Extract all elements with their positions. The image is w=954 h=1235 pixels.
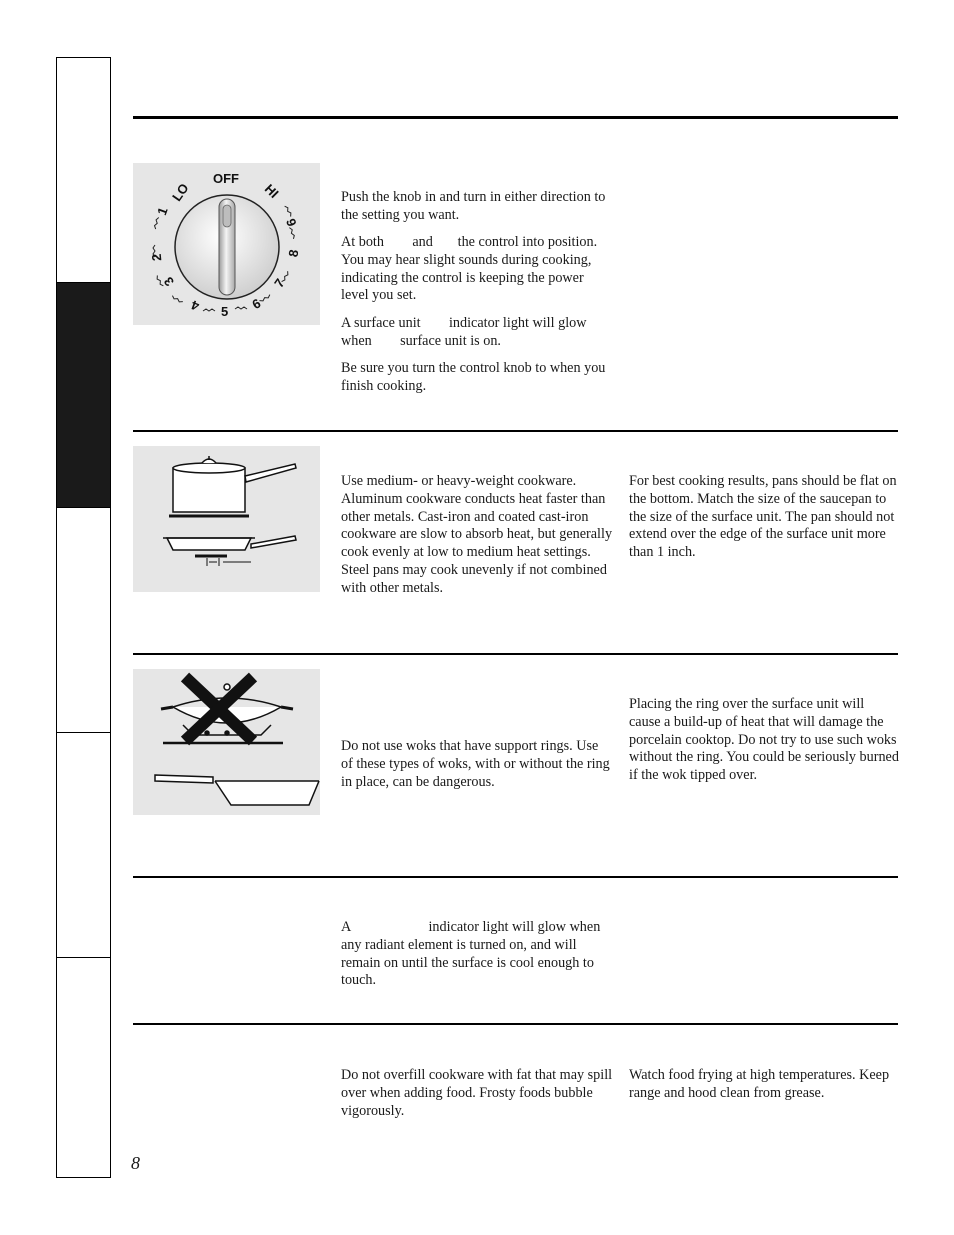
- indicator-light-text: [341, 919, 613, 1000]
- top-rule: [133, 116, 898, 119]
- cookware-text-right: [629, 473, 899, 571]
- wok-text-left: [341, 738, 613, 801]
- section-divider: [133, 430, 898, 432]
- knob-lo-label: LO: [169, 180, 192, 204]
- paragraph: Be sure you turn the control knob to when you finish cooking.: [341, 359, 606, 394]
- paragraph: Do not overfill cookware with fat that may spill over when adding food. Frosty foods bubble vigorously.: [341, 1067, 613, 1119]
- tab-3: [57, 507, 110, 732]
- wok-text-right: [629, 696, 899, 794]
- paragraph: At both and the control into position. You may hear slight sounds during cooking, indicating the control is keeping the power level you set.: [341, 234, 601, 304]
- knob-number: 8: [285, 248, 302, 259]
- paragraph: Watch food frying at high temperatures. Keep range and hood clean from grease.: [629, 1067, 890, 1101]
- knob-instructions: [341, 189, 613, 405]
- section-tab-strip: [56, 57, 111, 1178]
- knob-number: 5: [221, 304, 229, 319]
- wok-drawing: [133, 669, 320, 815]
- frying-text-right: [629, 1067, 899, 1112]
- knob-drawing: [133, 163, 320, 325]
- tab-2-active: [57, 282, 110, 507]
- cookware-text-left: [341, 473, 613, 607]
- knob-number: 1: [154, 205, 171, 218]
- wok-illustration: [133, 669, 320, 815]
- knob-number: 9: [283, 216, 300, 229]
- paragraph: For best cooking results, pans should be flat on the bottom. Match the size of the saucepan to the size of the surface unit. The pan should not extend over the edge of the surface unit more than 1 inch.: [629, 473, 897, 561]
- section-divider: [133, 653, 898, 655]
- knob-number: 7: [271, 275, 288, 291]
- saucepan-skillet-drawing: [133, 446, 320, 592]
- cookware-illustration: [133, 446, 320, 592]
- section-divider: [133, 1023, 898, 1025]
- knob-off-label: OFF: [213, 171, 239, 186]
- knob-hi-label: HI: [261, 181, 282, 201]
- knob-number: 3: [160, 274, 177, 290]
- paragraph: A surface unit indicator light will glow when surface unit is on.: [341, 314, 591, 349]
- knob-number: 4: [189, 297, 202, 314]
- frying-text-left: [341, 1067, 613, 1130]
- paragraph: Push the knob in and turn in either direction to the setting you want.: [341, 189, 606, 223]
- tab-5: [57, 957, 110, 1179]
- tab-1: [57, 58, 110, 282]
- paragraph: Use medium- or heavy-weight cookware. Aluminum cookware conducts heat faster than other metals. Cast-iron and coated cast-iron cookware are slow to absorb heat, but generally cook evenly at low to medium heat settings. Steel pans may cook unevenly if not combined with other metals.: [341, 473, 613, 596]
- paragraph: Placing the ring over the surface unit will cause a build-up of heat that will damage the porcelain cooktop. Do not try to use such woks without the ring. You could be seriously burned if the wok tipped over.: [629, 696, 899, 784]
- paragraph: Do not use woks that have support rings. Use of these types of woks, with or without the ring in place, can be dangerous.: [341, 738, 610, 790]
- knob-number: 6: [249, 295, 264, 313]
- knob-number: 2: [148, 253, 165, 262]
- section-divider: [133, 876, 898, 878]
- page-number: 8: [131, 1153, 140, 1173]
- control-knob-illustration: [133, 163, 320, 325]
- paragraph: A indicator light will glow when any radiant element is turned on, and will remain on until the surface is cool enough to touch.: [341, 919, 604, 989]
- tab-4: [57, 732, 110, 957]
